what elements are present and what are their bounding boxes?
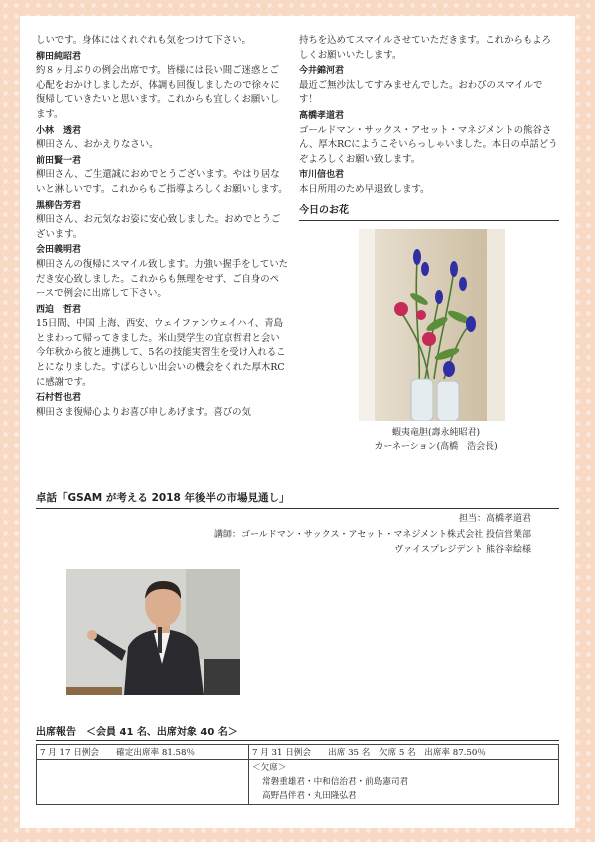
smile-message [36, 199, 288, 243]
smile-message [299, 109, 559, 167]
smile-message [36, 154, 288, 198]
message-text: 柳田さんの復帰にスマイル致します。力強い握手をしていただき安心致しました。これからも無理をせず、ご自身のペースで例会に出席して下さい。 [36, 258, 289, 300]
member-name: 小林 透君 [36, 125, 82, 136]
speaker-affiliation: 講師：ゴールドマン・サックス・アセット・マネジメント株式会社 投信営業部 [213, 529, 531, 540]
smile-message [36, 124, 288, 153]
message-text: 最近ご無沙汰してすみませんでした。おわびのスマイルです！ [299, 79, 543, 106]
member-name: 前田賢一君 [36, 155, 82, 166]
speaker-info [214, 512, 531, 559]
smile-message [299, 64, 559, 108]
smile-message [36, 243, 288, 301]
right-messages [299, 34, 559, 198]
newsletter-page [20, 16, 575, 828]
attendance-table [36, 744, 559, 805]
smile-message [36, 303, 288, 391]
flower-heading: 今日のお花 [299, 204, 559, 222]
member-name: 市川信也君 [299, 170, 345, 181]
absent-list [249, 760, 559, 805]
speaker-name: ヴァイスプレジデント 熊谷幸絵様 [394, 545, 531, 555]
smile-message [36, 50, 288, 123]
flower-photo [359, 229, 505, 421]
message-text: 持ちを込めてスマイルさせていただきます。これからもよろしくお願いいたします。 [299, 35, 552, 61]
message-text: 本日所用のため早退致します。 [299, 183, 430, 195]
message-text: 柳田さま復帰心よりお喜び申しあげます。喜びの気 [36, 406, 251, 418]
flower-caption-line1: 蝦夷竜胆(壽永純昭君) [391, 428, 481, 439]
message-text: 柳田さん、ご生還誠におめでとうございます。やはり居ないと淋しいです。これからもご指導よろしくお願いします。 [36, 169, 288, 195]
smile-message [299, 168, 559, 197]
member-name: 高橋孝道君 [299, 110, 345, 121]
member-name: 柳田純昭君 [36, 51, 82, 62]
member-name: 今井錦河君 [299, 66, 345, 77]
talk-organizer: 担当：高橋孝道君 [458, 514, 531, 524]
smile-box-left-column [36, 34, 288, 420]
message-text: しいです。身体にはくれぐれも気をつけて下さい。 [36, 35, 251, 46]
talk-title: 卓話「GSAM が考える 2018 年後半の市場見通し」 [36, 490, 559, 509]
absent-label: ＜欠席＞ [252, 763, 287, 773]
attendance-left-header: 7 月 17 日例会 確定出席率 81.58％ [37, 745, 249, 760]
smile-message [36, 34, 288, 49]
flower-caption-line2: カーネーション(高橋 浩会長) [374, 442, 498, 453]
member-name: 黒柳告芳君 [36, 200, 82, 211]
attendance-left-body [37, 760, 249, 805]
message-text: 柳田さん、お元気なお姿に安心致しました。おめでとうございます。 [36, 214, 281, 240]
message-text: 柳田さん、おかえりなさい。 [36, 139, 159, 151]
smile-box-right-column [299, 34, 559, 454]
attendance-right-header: 7 月 31 日例会 出席 35 名 欠席 5 名 出席率 87.50％ [249, 745, 559, 760]
absent-names-line2: 高野昌伴君・丸田隆弘君 [262, 791, 357, 801]
message-text: ゴールドマン・サックス・アセット・マネジメントの熊谷さん、厚木RCにようこそいらっしゃいました。本日の卓話どうぞよろしくお願い致します。 [299, 124, 558, 165]
absent-names-line1: 常磐重雄君・中和信治君・前島憲司君 [262, 777, 409, 787]
message-text: 約８ヶ月ぶりの例会出席です。皆様には長い間ご迷惑とご心配をおかけしましたが、体調も回復しましたので徐々に復帰していきたいと思います。これからも宜しくお願いします。 [36, 65, 280, 120]
message-text: 15日間、中国 上海、西安、ウェイファンウェイハイ、青島とまわって帰ってきました。米山奨学生の宜京哲君と会い今年秋から彼と連携して、5名の技能実習生を受け入れることになりました。すばらしい出会いの機会をくれた厚木RCに感謝です。 [36, 318, 286, 388]
smile-message [36, 391, 288, 420]
attendance-title: 出席報告 ＜会員 41 名、出席対象 40 名＞ [36, 723, 559, 741]
member-name: 石村哲也君 [36, 393, 82, 404]
speaker-photo [66, 569, 240, 695]
flower-caption [299, 426, 559, 454]
member-name: 会田義明君 [36, 245, 82, 256]
member-name: 西迫 哲君 [36, 304, 82, 315]
smile-message [299, 34, 559, 63]
